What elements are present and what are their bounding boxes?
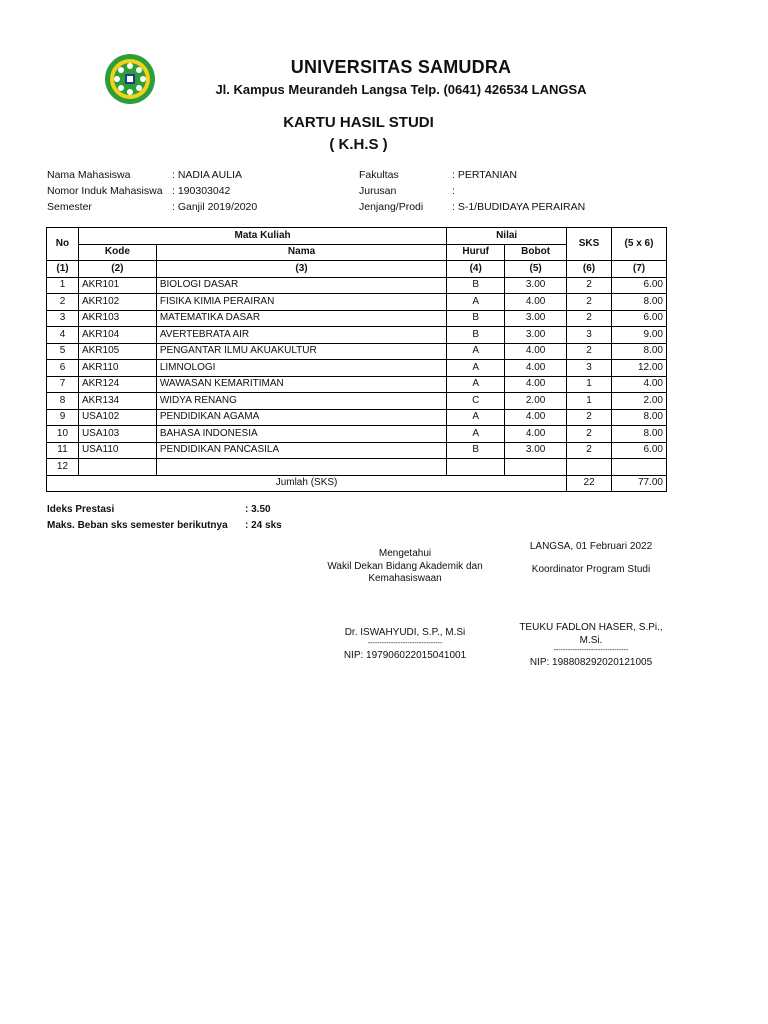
cell-sks — [567, 459, 612, 476]
cell-bobot: 3.00 — [505, 442, 567, 459]
cell-nama: WAWASAN KEMARITIMAN — [156, 376, 446, 393]
value-nim: : 190303042 — [172, 185, 231, 197]
cell-sks: 2 — [567, 442, 612, 459]
left-signer-name: Dr. ISWAHYUDI, S.P., M.Si — [344, 627, 466, 638]
table-row — [47, 343, 667, 360]
cell-huruf: A — [447, 426, 505, 443]
cell-nilai: 12.00 — [612, 360, 667, 377]
cell-nilai: 8.00 — [612, 409, 667, 426]
colnum-1: (1) — [47, 261, 79, 278]
cell-kode: AKR103 — [78, 310, 156, 327]
cell-nama: LIMNOLOGI — [156, 360, 446, 377]
cell-nilai: 6.00 — [612, 310, 667, 327]
label-jurusan: Jurusan — [359, 185, 397, 197]
right-signer-line: -------------------------------- — [553, 647, 629, 654]
cell-kode: AKR102 — [78, 294, 156, 311]
label-prodi: Jenjang/Prodi — [359, 201, 424, 213]
cell-huruf: B — [447, 277, 505, 294]
cell-sks: 3 — [567, 360, 612, 377]
cell-nama: AVERTEBRATA AIR — [156, 327, 446, 344]
cell-no: 1 — [47, 277, 79, 294]
cell-nilai: 8.00 — [612, 294, 667, 311]
value-prodi: : S-1/BUDIDAYA PERAIRAN — [452, 201, 586, 213]
cell-sks: 2 — [567, 426, 612, 443]
cell-bobot: 4.00 — [505, 426, 567, 443]
cell-huruf: B — [447, 310, 505, 327]
table-row — [47, 442, 667, 459]
colnum-3: (3) — [156, 261, 446, 278]
label-semester: Semester — [47, 201, 92, 213]
right-signer-name1: TEUKU FADLON HASER, S.Pi., — [519, 622, 663, 633]
cell-bobot: 4.00 — [505, 360, 567, 377]
cell-bobot: 2.00 — [505, 393, 567, 410]
table-row — [47, 277, 667, 294]
cell-no: 8 — [47, 393, 79, 410]
cell-huruf: C — [447, 393, 505, 410]
left-signer-line: -------------------------------- — [367, 639, 443, 647]
cell-nilai: 8.00 — [612, 426, 667, 443]
cell-no: 5 — [47, 343, 79, 360]
cell-sks: 2 — [567, 310, 612, 327]
total-row — [47, 475, 667, 492]
cell-bobot: 3.00 — [505, 310, 567, 327]
document-subtitle: ( K.H.S ) — [329, 136, 388, 153]
cell-huruf: A — [447, 360, 505, 377]
cell-kode: AKR105 — [78, 343, 156, 360]
cell-kode: AKR110 — [78, 360, 156, 377]
table-row — [47, 327, 667, 344]
university-name: UNIVERSITAS SAMUDRA — [290, 57, 512, 77]
table-row — [47, 426, 667, 443]
cell-nama: MATEMATIKA DASAR — [156, 310, 446, 327]
right-signer — [496, 622, 686, 670]
cell-bobot: 4.00 — [505, 376, 567, 393]
cell-no: 7 — [47, 376, 79, 393]
ip-value: : 3.50 — [245, 504, 271, 515]
cell-no: 12 — [47, 459, 79, 476]
cell-bobot: 3.00 — [505, 327, 567, 344]
table-row — [47, 459, 667, 476]
cell-kode: USA103 — [78, 426, 156, 443]
header-kode: Kode — [78, 244, 156, 261]
cell-nilai: 6.00 — [612, 277, 667, 294]
label-nama: Nama Mahasiswa — [47, 169, 131, 181]
cell-kode: AKR101 — [78, 277, 156, 294]
total-nilai: 77.00 — [612, 475, 667, 492]
cell-bobot: 4.00 — [505, 409, 567, 426]
table-row — [47, 294, 667, 311]
header-huruf: Huruf — [447, 244, 505, 261]
cell-huruf: A — [447, 343, 505, 360]
header-sks: SKS — [567, 228, 612, 261]
header-mata-kuliah: Mata Kuliah — [78, 228, 446, 245]
left-signer-nip: NIP: 197906022015041001 — [343, 649, 467, 661]
table-row — [47, 360, 667, 377]
left-sig-line1: Mengetahui — [378, 548, 432, 559]
cell-nilai: 8.00 — [612, 343, 667, 360]
cell-no: 11 — [47, 442, 79, 459]
table-row — [47, 310, 667, 327]
right-signature-role: Koordinator Program Studi — [531, 564, 651, 575]
label-fakultas: Fakultas — [359, 169, 399, 181]
table-row — [47, 376, 667, 393]
left-sig-line3: Kemahasiswaan — [368, 573, 442, 584]
cell-no: 9 — [47, 409, 79, 426]
value-nama: : NADIA AULIA — [172, 169, 243, 181]
cell-huruf: A — [447, 376, 505, 393]
cell-no: 10 — [47, 426, 79, 443]
header-5x6: (5 x 6) — [612, 228, 667, 261]
cell-nama — [156, 459, 446, 476]
right-signer-name2: M.Si. — [579, 634, 603, 646]
label-nim: Nomor Induk Mahasiswa — [47, 185, 163, 197]
cell-nilai: 9.00 — [612, 327, 667, 344]
cell-huruf: B — [447, 327, 505, 344]
value-fakultas: : PERTANIAN — [452, 169, 517, 181]
header-no: No — [47, 228, 79, 261]
cell-sks: 1 — [567, 393, 612, 410]
colnum-2: (2) — [78, 261, 156, 278]
cell-nama: PENDIDIKAN AGAMA — [156, 409, 446, 426]
cell-huruf — [447, 459, 505, 476]
max-load-value: : 24 sks — [245, 520, 282, 531]
cell-sks: 2 — [567, 277, 612, 294]
cell-no: 6 — [47, 360, 79, 377]
table-row — [47, 393, 667, 410]
cell-nama: BIOLOGI DASAR — [156, 277, 446, 294]
colnum-7: (7) — [612, 261, 667, 278]
header-nama: Nama — [156, 244, 446, 261]
cell-nilai: 2.00 — [612, 393, 667, 410]
cell-bobot: 4.00 — [505, 294, 567, 311]
cell-sks: 2 — [567, 409, 612, 426]
cell-sks: 2 — [567, 294, 612, 311]
left-signer — [310, 627, 500, 662]
colnum-5: (5) — [505, 261, 567, 278]
header-bobot: Bobot — [505, 244, 567, 261]
colnum-4: (4) — [447, 261, 505, 278]
cell-bobot — [505, 459, 567, 476]
cell-nilai: 6.00 — [612, 442, 667, 459]
cell-nama: BAHASA INDONESIA — [156, 426, 446, 443]
max-load-label: Maks. Beban sks semester berikutnya — [47, 520, 228, 531]
right-signature-date: LANGSA, 01 Februari 2022 — [529, 541, 653, 552]
cell-kode: USA102 — [78, 409, 156, 426]
cell-no: 2 — [47, 294, 79, 311]
cell-huruf: A — [447, 294, 505, 311]
total-label: Jumlah (SKS) — [47, 475, 567, 492]
table-row — [47, 409, 667, 426]
cell-kode: AKR104 — [78, 327, 156, 344]
cell-no: 4 — [47, 327, 79, 344]
ip-label: Ideks Prestasi — [47, 504, 115, 515]
cell-nama: FISIKA KIMIA PERAIRAN — [156, 294, 446, 311]
cell-nama: WIDYA RENANG — [156, 393, 446, 410]
grades-table — [46, 227, 667, 492]
left-sig-line2: Wakil Dekan Bidang Akademik dan — [327, 560, 483, 572]
cell-kode: USA110 — [78, 442, 156, 459]
cell-nilai: 4.00 — [612, 376, 667, 393]
cell-nilai — [612, 459, 667, 476]
cell-huruf: A — [447, 409, 505, 426]
left-signature-block — [310, 548, 500, 586]
header-nilai: Nilai — [447, 228, 567, 245]
document-title: KARTU HASIL STUDI — [283, 114, 434, 131]
cell-huruf: B — [447, 442, 505, 459]
cell-bobot: 3.00 — [505, 277, 567, 294]
cell-nama: PENDIDIKAN PANCASILA — [156, 442, 446, 459]
cell-sks: 1 — [567, 376, 612, 393]
cell-bobot: 4.00 — [505, 343, 567, 360]
cell-kode: AKR124 — [78, 376, 156, 393]
value-semester: : Ganjil 2019/2020 — [172, 201, 258, 213]
cell-sks: 2 — [567, 343, 612, 360]
cell-kode — [78, 459, 156, 476]
total-sks: 22 — [567, 475, 612, 492]
cell-sks: 3 — [567, 327, 612, 344]
cell-kode: AKR134 — [78, 393, 156, 410]
colnum-6: (6) — [567, 261, 612, 278]
university-address: Jl. Kampus Meurandeh Langsa Telp. (0641) 426534 LANGSA — [215, 82, 587, 97]
cell-no: 3 — [47, 310, 79, 327]
value-jurusan: : — [452, 185, 455, 197]
right-signer-nip: NIP: 198808292020121005 — [529, 657, 653, 668]
cell-nama: PENGANTAR ILMU AKUAKULTUR — [156, 343, 446, 360]
